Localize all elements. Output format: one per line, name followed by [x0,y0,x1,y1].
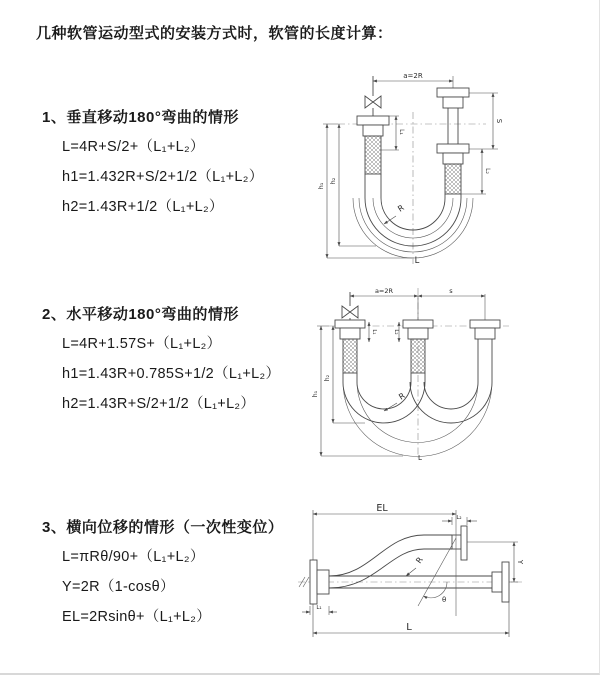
flange-neck [443,153,463,164]
section-2-formulas [62,332,280,422]
flange [403,320,433,328]
hose-s-curve [329,535,452,588]
section-3-formulas [62,545,211,635]
length-label: L [414,256,420,266]
formula-line: h2=1.43R+S/2+1/2（L₁+L₂） [62,396,256,412]
dimension-label-h2: h₂ [324,374,331,382]
dimension-label-l1: L₁ [316,605,322,611]
dimension-label-h1: h₁ [312,390,319,398]
formula-line: h1=1.432R+S/2+1/2（L₁+L₂） [62,169,264,185]
section-1-heading: 1、垂直移动180°弯曲的情形 [42,109,239,126]
section-2-heading: 2、水平移动180°弯曲的情形 [42,306,239,323]
radius-label: R [396,203,406,214]
flange [461,526,467,560]
dimension-label-a2r: a=2R [374,287,394,295]
flange-neck [452,535,461,549]
braided-hose-section [343,339,357,373]
formula-line: h2=1.43R+1/2（L₁+L₂） [62,199,224,215]
flange-neck [475,328,495,339]
radius-label: R [414,555,425,566]
dimension-label-a2r: a=2R [403,72,423,80]
flange-neck [408,328,428,339]
dimension-label-l2: L₂ [484,168,491,174]
formula-line: L=4R+1.57S+（L₁+L₂） [62,336,222,352]
flange [502,562,509,602]
page-title: 几种软管运动型式的安装方式时，软管的长度计算： [36,25,393,42]
dimension-label-l1: L₁ [398,129,405,135]
flange [357,116,389,125]
diagram-lateral-displacement [296,502,524,650]
dimension-label-s: s [449,287,453,295]
flange-neck [363,125,383,136]
flange [437,144,469,153]
diagram-horizontal-180-bend [303,282,518,462]
flange-neck [317,570,329,594]
flange [470,320,500,328]
hose-u-bends [343,382,492,457]
section-3-heading: 3、横向位移的情形（一次性变位） [42,519,284,536]
flange [310,560,317,604]
dimension-label-stroke-s: S [495,118,503,124]
braided-hose-section [411,339,425,373]
formula-line: L=πRθ/90+（L₁+L₂） [62,549,205,565]
formula-line: L=4R+S/2+（L₁+L₂） [62,139,205,155]
braided-hose-section [445,164,461,194]
flange [335,320,365,328]
dimension-label-y: Y [516,559,524,565]
radius-label: R [397,391,407,402]
formula-line: h1=1.43R+0.785S+1/2（L₁+L₂） [62,366,281,382]
dimension-label-h2: h₂ [329,177,337,185]
dimension-label-l1: L₁ [371,329,377,335]
dimension-label-l2: L₂ [456,515,462,521]
braided-hose-section [365,136,381,174]
dimension-label-h1: h₁ [317,182,325,190]
flange-neck [340,328,360,339]
length-label: L [418,454,422,462]
dimension-label-el: EL [376,503,388,514]
formula-line: EL=2Rsinθ+（L₁+L₂） [62,609,212,625]
flange-neck [443,97,463,108]
flange-neck [492,572,502,592]
dimension-label-l: L [406,622,412,633]
section-1-formulas [62,135,264,225]
flange [437,88,469,97]
dimension-label-l2: L₂ [393,329,399,335]
formula-line: Y=2R（1-cosθ） [62,579,175,595]
valve-icon [365,76,381,116]
angle-label: θ [442,596,447,604]
diagram-vertical-180-bend [308,66,520,266]
